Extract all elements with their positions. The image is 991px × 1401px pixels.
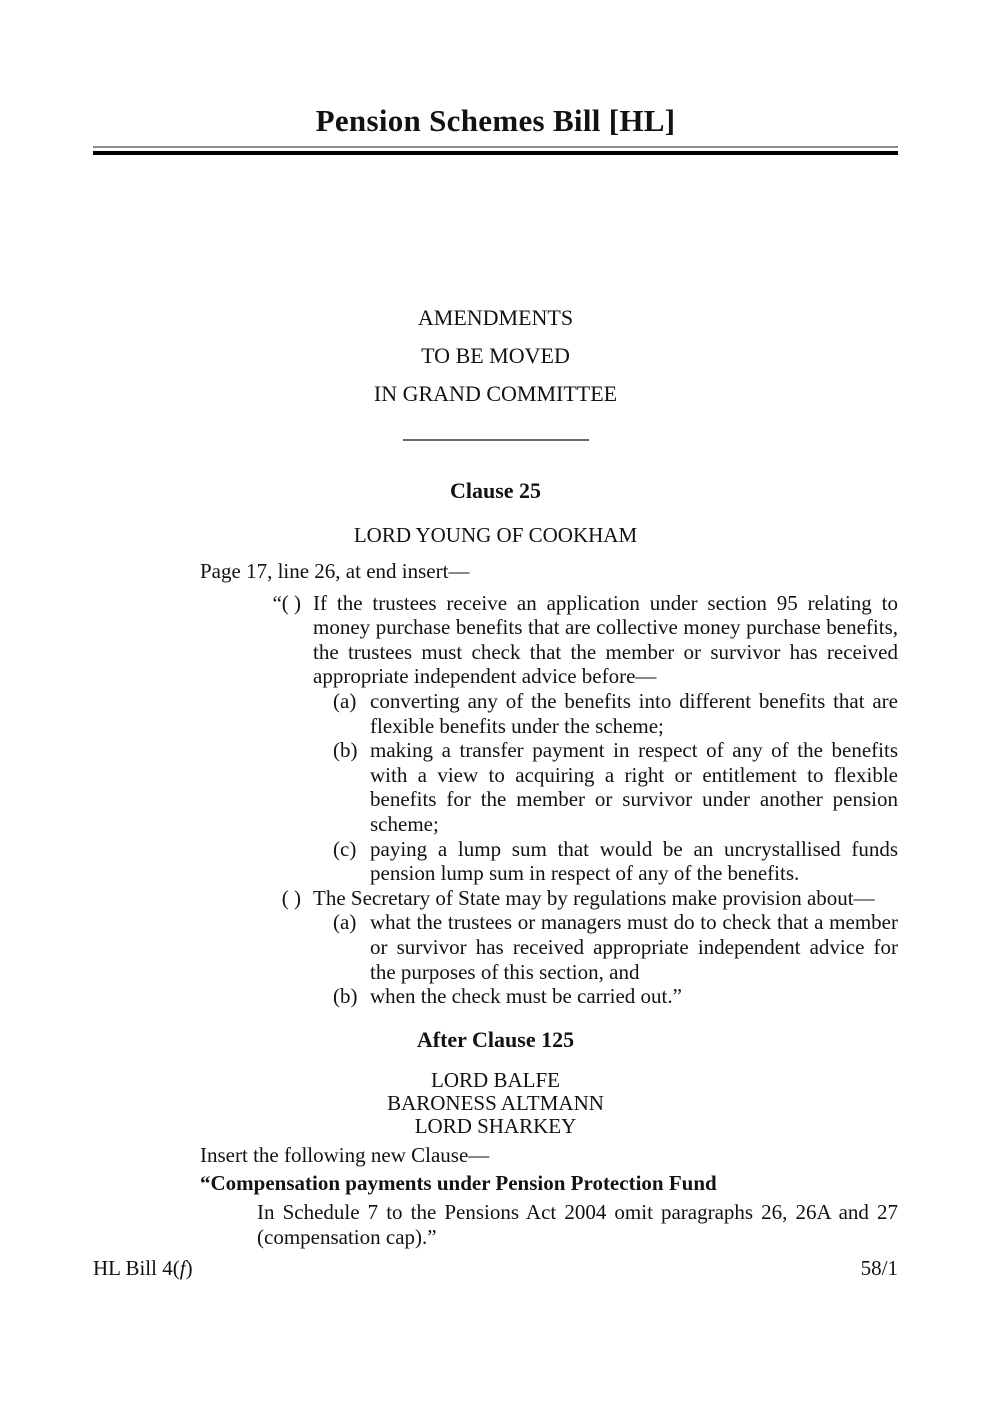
paragraph-text: when the check must be carried out.”	[370, 984, 682, 1009]
paragraph-text: paying a lump sum that would be an uncrystallised funds pension lump sum in respect of any of the benefits.	[370, 836, 898, 886]
after-clause-125-sponsors	[93, 1069, 898, 1138]
paragraph-text: what the trustees or managers must do to check that a member or survivor has received appropriate independent advice for the purposes of this section, and	[370, 910, 898, 984]
bill-reference-suffix: )	[185, 1256, 193, 1280]
amendment-paragraph	[200, 984, 898, 1009]
sponsor-name: LORD YOUNG OF COOKHAM	[353, 523, 638, 547]
committee-line-1: AMENDMENTS	[417, 305, 574, 330]
committee-line-2: TO BE MOVED	[421, 343, 570, 368]
amendment-paragraph	[200, 910, 898, 984]
sponsor-name: LORD SHARKEY	[414, 1113, 577, 1138]
amendment-paragraph	[200, 689, 898, 738]
clause-25-heading: Clause 25	[449, 478, 542, 503]
amendment-paragraph	[200, 738, 898, 836]
paragraph-marker: (c)	[333, 836, 357, 861]
bill-reference	[93, 1256, 193, 1281]
amendment-subsection	[200, 591, 898, 689]
new-clause-title: “Compensation payments under Pension Protection Fund	[200, 1171, 717, 1196]
paragraph-marker: (a)	[333, 688, 357, 713]
clause-25-sponsors	[93, 524, 898, 547]
separator-rule	[403, 439, 589, 441]
amendment-text-block	[200, 591, 898, 1009]
committee-line-3: IN GRAND COMMITTEE	[373, 381, 618, 406]
bill-reference-italic: f	[179, 1256, 186, 1280]
paragraph-text: making a transfer payment in respect of any of the benefits with a view to acquiring a right or entitlement to flexible benefits for the member or survivor under another pension scheme;	[370, 738, 898, 836]
committee-block	[93, 299, 898, 413]
bill-reference-prefix: HL Bill 4(	[93, 1256, 180, 1280]
subsection-marker: ( )	[281, 885, 301, 910]
title-rule-thin	[93, 146, 898, 148]
paragraph-marker: (b)	[333, 738, 358, 763]
document-title: Pension Schemes Bill [HL]	[315, 103, 676, 138]
paragraph-text: converting any of the benefits into different benefits that are flexible benefits under the scheme;	[370, 688, 898, 738]
subsection-text: The Secretary of State may by regulations make provision about—	[313, 885, 875, 910]
page-footer	[93, 1256, 898, 1281]
amendment-paragraph	[200, 837, 898, 886]
paragraph-marker: (b)	[333, 984, 358, 1009]
sponsor-name: LORD BALFE	[431, 1067, 560, 1092]
amendment-subsection	[200, 886, 898, 911]
subsection-text: If the trustees receive an application under section 95 relating to money purchase benefits that are collective money purchase benefits, the trustees must check that the member or survivor has received appropriate independent advice before—	[313, 590, 898, 689]
amendment-instruction: Page 17, line 26, at end insert—	[200, 559, 470, 583]
new-clause-instruction: Insert the following new Clause—	[200, 1142, 490, 1167]
paragraph-marker: (a)	[333, 910, 357, 935]
amendment-number: 58/1	[860, 1256, 898, 1280]
after-clause-125-heading: After Clause 125	[416, 1026, 575, 1052]
sponsor-name: BARONESS ALTMANN	[387, 1090, 604, 1115]
title-rule-thick	[93, 151, 898, 155]
subsection-marker: “( )	[272, 590, 301, 615]
new-clause-body: In Schedule 7 to the Pensions Act 2004 omit paragraphs 26, 26A and 27 (compensation cap).”	[257, 1200, 898, 1249]
